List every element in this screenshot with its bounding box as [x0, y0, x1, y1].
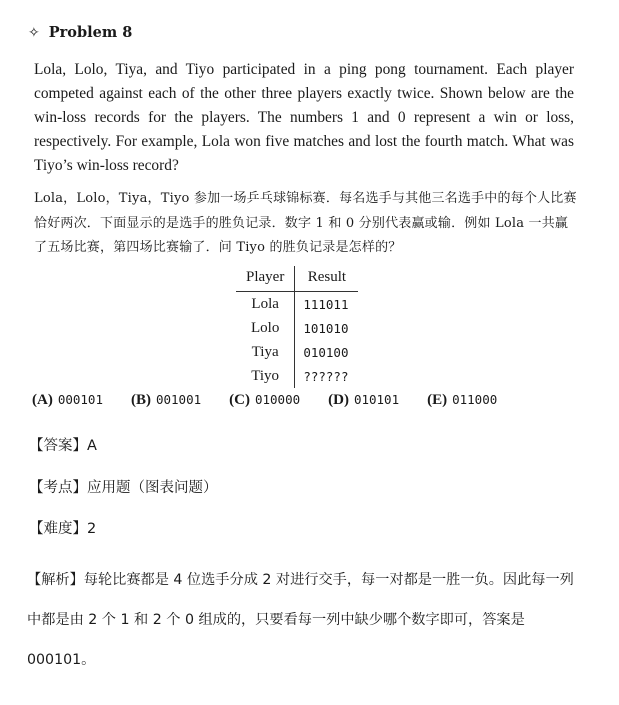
choice-label: (C) — [229, 392, 250, 408]
diamond-icon: ✧ — [28, 25, 40, 41]
result-cell: 111011 — [303, 296, 349, 312]
table-row — [236, 364, 358, 388]
player-name-cell: Lola — [236, 292, 295, 317]
problem-heading — [28, 24, 132, 41]
topic-value: 应用题（图表问题） — [87, 480, 218, 496]
difficulty-label: 【难度】 — [29, 521, 87, 537]
choice-value: 000101 — [57, 392, 103, 407]
answer-section — [29, 434, 97, 455]
player-name-cell: Tiyo — [236, 364, 295, 388]
player-name-cell: Lolo — [236, 316, 295, 340]
table-row — [236, 292, 358, 317]
explanation-label: 【解析】 — [27, 572, 84, 588]
choice-value: 010101 — [353, 392, 400, 407]
choice-value: 010000 — [254, 392, 301, 407]
difficulty-value: 2 — [87, 521, 97, 537]
choice-c — [229, 391, 300, 409]
column-header-player: Player — [236, 266, 295, 292]
player-name-cell: Tiya — [236, 340, 295, 364]
choice-b — [131, 391, 201, 409]
result-cell: 010100 — [303, 344, 349, 360]
problem-statement-chinese: Lola，Lolo，Tiya，Tiyo 参加一场乒乓球锦标赛．每名选手与其他三名选手中的每个人比赛恰好两次．下面显示的是选手的胜负记录．数字 1 和 0 分别代表赢或输．例如 Lola 一共赢了五场比赛，第四场比赛输了．问 Tiyo 的胜负记录是怎样的？ — [34, 191, 577, 255]
explanation-text: 每轮比赛都是 4 位选手分成 2 对进行交手，每一对都是一胜一负。因此每一列中都是由 2 个 1 和 2 个 0 组成的，只要看每一列中缺少哪个数字即可，答案是 000101。 — [27, 572, 574, 668]
choice-label: (E) — [427, 392, 448, 408]
win-loss-table — [236, 266, 358, 388]
topic-section — [29, 476, 218, 497]
answer-value: A — [87, 438, 97, 454]
table-row — [236, 340, 358, 364]
answer-label: 【答案】 — [29, 438, 87, 454]
table-header-row — [236, 266, 358, 292]
difficulty-section — [29, 517, 96, 538]
topic-label: 【考点】 — [29, 480, 87, 496]
choice-value: 011000 — [452, 392, 498, 407]
answer-choices — [32, 391, 592, 409]
column-header-result: Result — [295, 266, 359, 292]
problem-statement-english: Lola, Lolo, Tiya, and Tiyo participated in a ping pong tournament. Each player competed against each of the other three players exactly twice. Shown below are the win-loss records for the players. The numbers 1 and 0 represent a win or loss, respectively. For example, Lola won five matches and lost the fourth match. What was Tiyo’s win-loss record? — [34, 61, 574, 174]
result-cell: ?????? — [303, 368, 349, 384]
choice-d — [328, 391, 399, 409]
choice-label: (A) — [32, 392, 53, 408]
choice-label: (B) — [130, 392, 151, 408]
explanation-section — [27, 560, 587, 680]
choice-label: (D) — [328, 392, 349, 408]
result-cell: 101010 — [303, 320, 349, 336]
table-row — [236, 316, 358, 340]
problem-title: Problem 8 — [48, 24, 133, 41]
choice-e — [427, 391, 497, 409]
choice-a — [32, 391, 103, 409]
choice-value: 001001 — [155, 392, 202, 407]
